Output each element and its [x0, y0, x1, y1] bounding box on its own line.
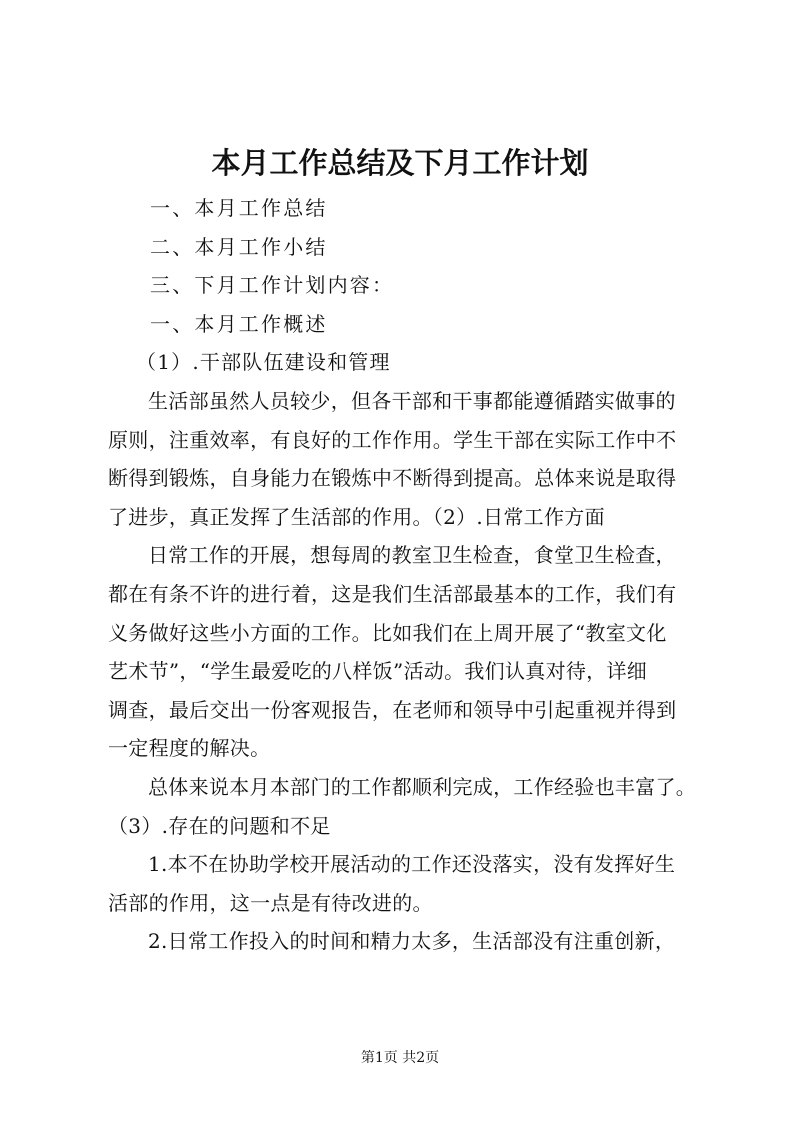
section-heading: 一、本月工作概述 — [150, 311, 328, 336]
paragraph-line: 断得到锻炼，自身能力在锻炼中不断得到提高。总体来说是取得 — [108, 466, 677, 491]
paragraph-line: 一定程度的解决。 — [108, 736, 271, 761]
paragraph-line: 义务做好这些小方面的工作。比如我们在上周开展了“教室文化 — [108, 620, 667, 645]
paragraph-line: 调查，最后交出一份客观报告，在老师和领导中引起重视并得到 — [108, 697, 677, 722]
subsection-heading: （3）.存在的问题和不足 — [108, 813, 331, 838]
section-heading: 二、本月工作小结 — [150, 234, 328, 259]
paragraph-line: 原则，注重效率，有良好的工作作用。学生干部在实际工作中不 — [108, 427, 677, 452]
list-item: 2.日常工作投入的时间和精力太多，生活部没有注重创新， — [148, 929, 676, 954]
paragraph-line: 都在有条不许的进行着，这是我们生活部最基本的工作，我们有 — [108, 581, 677, 606]
subsection-heading: （1）.干部队伍建设和管理 — [136, 350, 391, 375]
paragraph-line: 了进步，真正发挥了生活部的作用。（2）.日常工作方面 — [108, 504, 605, 529]
paragraph-line: 日常工作的开展，想每周的教室卫生检查，食堂卫生检查， — [148, 543, 676, 568]
section-heading: 一、本月工作总结 — [150, 196, 328, 220]
paragraph-line: 总体来说本月本部门的工作都顺利完成，工作经验也丰富了。 — [148, 774, 697, 799]
paragraph-line: 生活部虽然人员较少，但各干部和干事都能遵循踏实做事的 — [148, 388, 676, 413]
paragraph-line: 艺术节”，“学生最爱吃的八样饭”活动。我们认真对待，详细 — [108, 659, 648, 684]
document-body — [108, 189, 708, 961]
list-item: 1.本不在协助学校开展活动的工作还没落实，没有发挥好生 — [148, 852, 676, 877]
page-footer: 第1页 共2页 — [360, 1050, 440, 1066]
section-heading: 三、下月工作计划内容： — [150, 273, 395, 298]
paragraph-line: 活部的作用，这一点是有待改进的。 — [108, 890, 433, 915]
document-title: 本月工作总结及下月工作计划 — [211, 146, 589, 180]
